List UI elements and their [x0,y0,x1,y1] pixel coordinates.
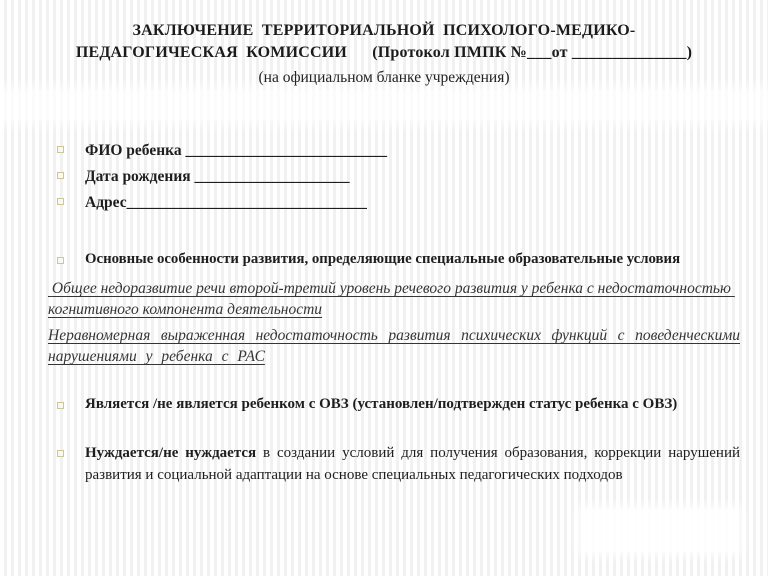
needs-row [57,442,740,486]
field-row-birth-date [57,164,740,190]
square-bullet-icon [57,172,64,179]
ovz-status-row [57,394,740,414]
field-row-address [57,190,740,216]
title-line-2: ПЕДАГОГИЧЕСКАЯ КОМИССИИ (Протокол ПМПК №___от ______________) [75,44,693,62]
diagnosis-paragraph-2: Неравномерная выраженная недостаточность развития психических функций с поведенческими нарушениями у ребенка с РАС [48,327,740,365]
square-bullet-icon [57,450,64,457]
square-bullet-icon [57,198,64,205]
needs-text-rest: в создании условий для получения образования, коррекции нарушений развития и социальной адаптации на основе специальных педагогических подходов [85,445,740,483]
needs-text [85,442,740,486]
square-bullet-icon [57,257,64,264]
field-row-child-name [57,138,740,164]
diagnosis-paragraph-1: Общее недоразвитие речи второй-третий уровень речевого развития у ребенка с недостаточностью когнитивного компонента деятельности [48,280,735,318]
square-bullet-icon [57,146,64,153]
features-heading-row [57,249,740,269]
needs-text-bold: Нуждается/не нуждается [85,445,257,461]
page-title [30,20,738,88]
ovz-status-text: Является /не является ребенком с ОВЗ (установлен/подтвержден статус ребенка с ОВЗ) [85,396,678,412]
document-body [48,138,740,486]
square-bullet-icon [57,402,64,409]
field-label-address: Адрес_______________________________ [85,194,367,211]
title-subtitle: (на официальном бланке учреждения) [258,68,510,86]
title-line-1: ЗАКЛЮЧЕНИЕ ТЕРРИТОРИАЛЬНОЙ ПСИХОЛОГО-МЕДИКО- [132,22,636,39]
field-label-birth-date: Дата рождения ____________________ [85,168,350,185]
features-heading: Основные особенности развития, определяющие специальные образовательные условия [85,251,681,267]
background-band [0,90,768,120]
field-label-child-name: ФИО ребенка __________________________ [85,142,387,159]
faded-highlight-box [582,509,738,552]
